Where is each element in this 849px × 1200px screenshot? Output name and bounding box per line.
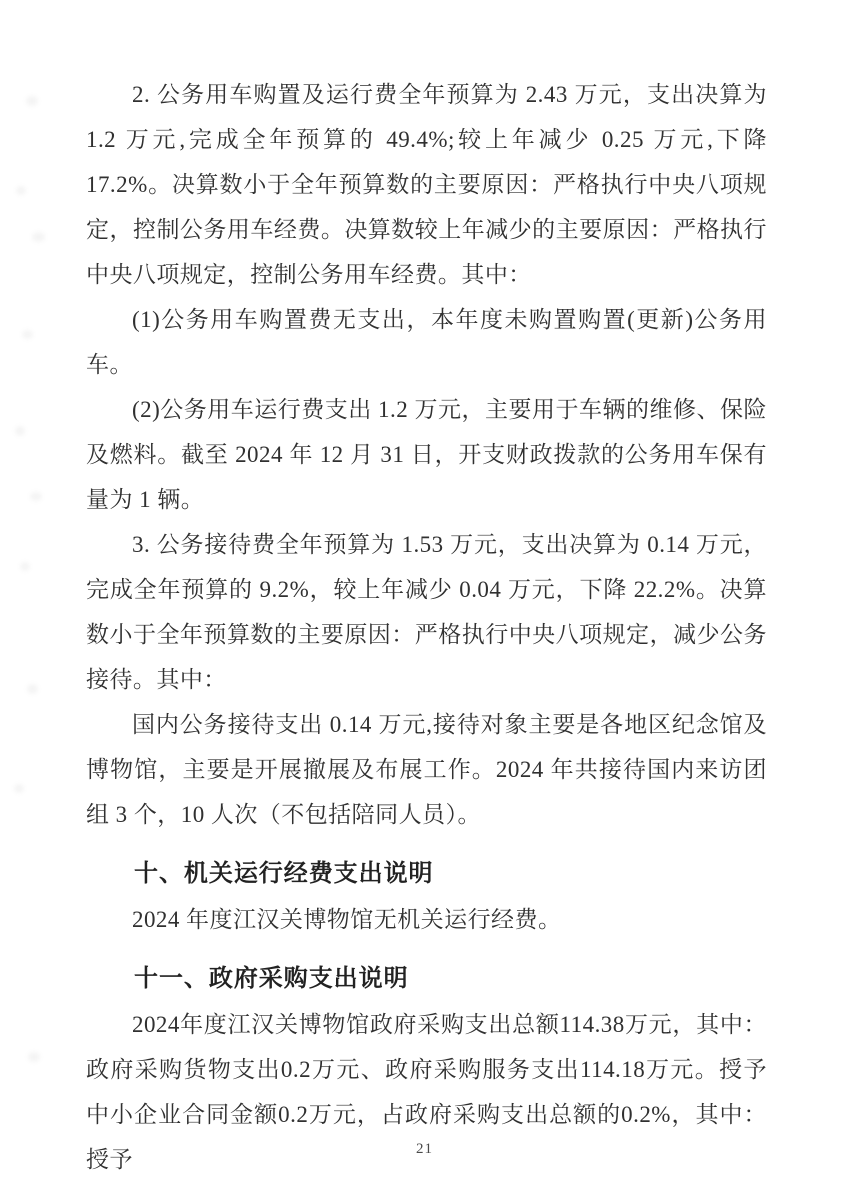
scan-artifact <box>15 426 25 436</box>
paragraph-vehicle-budget-summary: 2. 公务用车购置及运行费全年预算为 2.43 万元，支出决算为 1.2 万元,完成全年预算的 49.4%;较上年减少 0.25 万元,下降 17.2%。决算数小于全年预算数的主要原因：严格执行中央八项规定，控制公务用车经费。决算数较上年减少的主要原因：严格执行中央八项规定，控制公务用车经费。其中： <box>86 82 767 287</box>
page-footer <box>0 1140 849 1158</box>
scan-artifact <box>22 330 33 339</box>
paragraph-no-operating-expenses: 2024 年度江汉关博物馆无机关运行经费。 <box>132 907 562 932</box>
paragraph-vehicle-purchase: (1)公务用车购置费无支出，本年度未购置购置(更新)公务用车。 <box>86 307 767 377</box>
paragraph-procurement-detail: 2024年度江汉关博物馆政府采购支出总额114.38万元，其中：政府采购货物支出0.2万元、政府采购服务支出114.18万元。授予中小企业合同金额0.2万元，占政府采购支出总额的0.2%，其中：授予 <box>86 1012 767 1172</box>
paragraph-domestic-reception-detail: 国内公务接待支出 0.14 万元,接待对象主要是各地区纪念馆及博物馆，主要是开展撤展及布展工作。2024 年共接待国内来访团组 3 个，10 人次（不包括陪同人员）。 <box>86 712 767 827</box>
heading-section-11-government-procurement: 十一、政府采购支出说明 <box>134 965 409 992</box>
page-number: 21 <box>416 1141 433 1157</box>
document-body <box>86 72 767 1182</box>
scan-artifact <box>26 96 38 106</box>
scan-artifact <box>20 562 30 571</box>
scan-artifact <box>30 492 42 501</box>
paragraph-official-reception-budget: 3. 公务接待费全年预算为 1.53 万元，支出决算为 0.14 万元，完成全年预算的 9.2%，较上年减少 0.04 万元，下降 22.2%。决算数小于全年预算数的主要原因：严格执行中央八项规定，减少公务接待。其中： <box>86 532 767 692</box>
scan-artifact <box>14 784 24 793</box>
scan-artifact <box>32 232 45 242</box>
heading-section-10-operating-expenses: 十、机关运行经费支出说明 <box>134 860 434 887</box>
paragraph-vehicle-operation: (2)公务用车运行费支出 1.2 万元，主要用于车辆的维修、保险及燃料。截至 2024 年 12 月 31 日，开支财政拨款的公务用车保有量为 1 辆。 <box>86 397 767 512</box>
scan-artifact <box>28 1052 40 1062</box>
scan-artifact <box>16 186 26 195</box>
scan-artifact <box>27 684 38 694</box>
